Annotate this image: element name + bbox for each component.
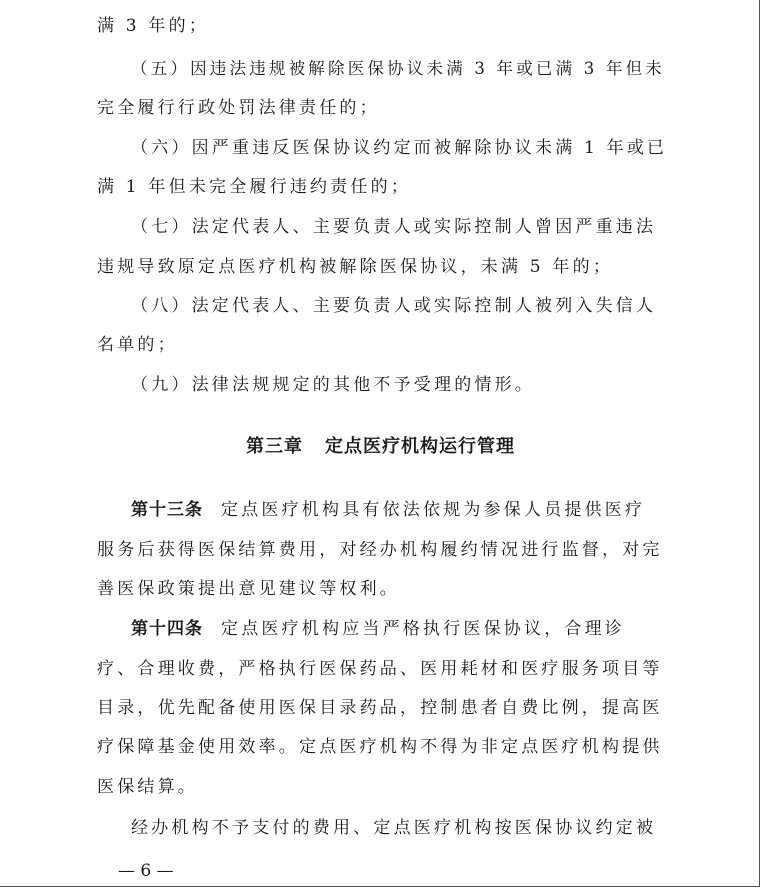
text-line: 名单的； — [97, 335, 178, 355]
article-14-first-line — [131, 617, 667, 641]
text-line: 满 3 年的； — [97, 16, 210, 36]
text-line: 满 1 年但未完全履行违约责任的； — [97, 177, 412, 197]
chapter-heading — [0, 434, 761, 460]
list-item-6: （六）因严重违反医保协议约定而被解除协议未满 1 年或已 — [131, 138, 668, 158]
list-item-7: （七）法定代表人、主要负责人或实际控制人曾因严重违法 — [131, 217, 657, 237]
list-item-9: （九）法律法规规定的其他不予受理的情形。 — [131, 375, 535, 395]
text-line: 善医保政策提出意见建议等权利。 — [97, 579, 400, 599]
text-line: 医保结算。 — [97, 777, 198, 797]
text-line: 疗、合理收费，严格执行医保药品、医用耗材和医疗服务项目等 — [97, 659, 663, 679]
article-13-text: 定点医疗机构具有依法依规为参保人员提供医疗 — [221, 500, 646, 520]
article-14-text: 定点医疗机构应当严格执行医保协议，合理诊 — [221, 619, 625, 639]
list-item-8: （八）法定代表人、主要负责人或实际控制人被列入失信人 — [131, 296, 657, 316]
article-13-label: 第十三条 — [131, 500, 203, 520]
text-line: 疗保障基金使用效率。定点医疗机构不得为非定点医疗机构提供 — [97, 737, 663, 757]
chapter-number: 第三章 — [246, 436, 303, 457]
article-14-label: 第十四条 — [131, 619, 203, 639]
text-line: 服务后获得医保结算费用，对经办机构履约情况进行监督，对完 — [97, 540, 663, 560]
chapter-title: 定点医疗机构运行管理 — [325, 436, 515, 457]
list-item-5: （五）因违法违规被解除医保协议未满 3 年或已满 3 年但未 — [131, 59, 665, 78]
text-line: 目录，优先配备使用医保目录药品，控制患者自费比例，提高医 — [97, 698, 663, 718]
paragraph-last-line: 经办机构不予支付的费用、定点医疗机构按医保协议约定被 — [131, 818, 657, 838]
text-line: 违规导致原定点医疗机构被解除医保协议，未满 5 年的； — [97, 257, 614, 277]
text-line: 完全履行行政处罚法律责任的； — [97, 98, 380, 118]
page-number: — 6 — — [118, 861, 174, 881]
article-13-first-line — [131, 498, 667, 522]
